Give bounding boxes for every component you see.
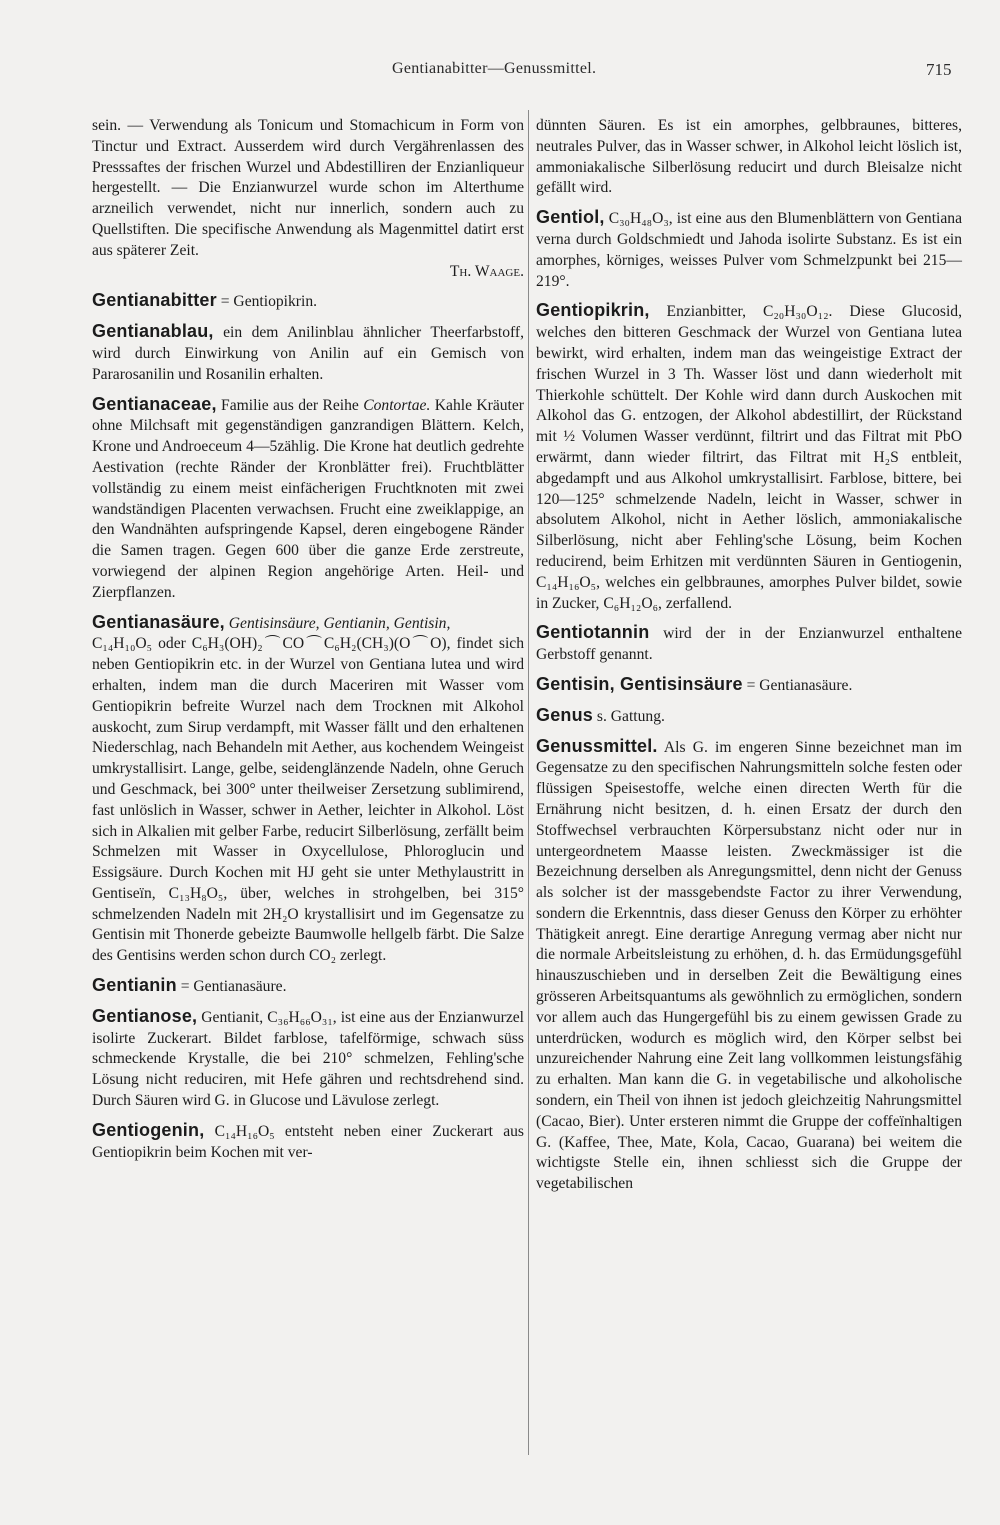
lemma-gentianabitter: Gentianabitter [92,290,217,311]
entry-gentianablau [92,321,524,385]
entry-gentiopikrin [536,300,962,614]
entry-text: s. Gattung. [596,707,665,725]
lemma-gentianin: Gentianin [92,975,177,996]
lemma-gentiol: Gentiol, [536,207,605,228]
entry-gentianin [92,975,524,998]
lemma-gentiogenin: Gentiogenin, [92,1119,205,1140]
entry-text: wird der in der Enzianwurzel enthaltene Gerbstoff genannt. [536,625,962,664]
entry-gentiol [536,207,962,292]
lemma-gentianablau: Gentianablau, [92,321,214,342]
entry-text: Kahle Kräuter ohne Milchsaft mit gegenständigen ganzrandigen Blättern. Kelch, Krone und Androeceum 4—5zählig. Die Krone hat deutlich gedrehte Aestivation (rechte Ränder der Kronblätter frei). Fruchtblätter vollständig zu einem meist einfächerigen Fruchtknoten mit zwei wandständigen Placenten verwachsen. Frucht eine zweiklappige, an den Wandnähten aufspringende Kapsel, deren eingebogene Ränder die Samen tragen. Gegen 600 über die ganze Erde zerstreute, vorwiegend der alpinen Region angehörige Arten. Heil- und Zierpflanzen. [92,396,524,601]
entry-gentianose [92,1006,524,1112]
continuation-text: sein. — Verwendung als Tonicum und Stomachicum in Form von Tinctur und Extract. Ausserdem wird durch Vergährenlassen des Presssaftes der frischen Wurzel und Abdestilliren der Enzianliqueur hergestellt. — Die Enzianwurzel wurde schon im Alterthume arzneilich verwendet, nicht nur innerlich, sondern auch zu Quellstiften. Die specifische Anwendung als Magenmittel datirt erst aus späterer Zeit. [92,117,524,259]
lemma-genussmittel: Genussmittel. [536,735,658,756]
entry-gentianasaeure [92,612,524,968]
entry-text: = Gentianasäure. [746,676,853,694]
entry-gentiotannin [536,622,962,666]
entry-text: C₁₄H₁₆O₅ entsteht neben einer Zuckerart aus Gentiopikrin beim Kochen mit ver- [92,1122,524,1161]
column-divider [528,110,529,1455]
entry-text: C₃₀H₄₈O₃, ist eine aus den Blumenblättern von Gentiana verna durch Goldschmiedt und Jahoda isolirte Substanz. Es ist ein amorphes, körniges, weisses Pulver vom Schmelzpunkt bei 215—219°. [536,210,962,290]
lemma-gentiotannin: Gentiotannin [536,622,650,643]
entry-genussmittel [536,736,962,1196]
lemma-gentianose: Gentianose, [92,1005,198,1026]
running-head-title: Gentianabitter—Genussmittel. [392,60,597,77]
entry-genus [536,705,962,728]
right-column [536,116,962,1203]
lemma-gentianaceae: Gentianaceae, [92,393,217,414]
entry-text: = Gentianasäure. [180,978,287,996]
left-column [92,116,524,1171]
entry-synonyms: Gentisinsäure, Gentianin, Gentisin, [228,614,451,632]
entry-gentisin [536,674,962,697]
entry-gentianabitter [92,290,524,313]
continuation-text: dünnten Säuren. Es ist ein amorphes, gelbbraunes, bitteres, neutrales Pulver, das in Wasser schwer, in Alkohol leicht löslich ist, ammoniakalische Silberlösung reducirt und durch Bleisalze nicht gefällt wird. [536,117,962,197]
entry-text: Gentianit, C₃₆H₆₆O₃₁, ist eine aus der Enzianwurzel isolirte Zuckerart. Bildet farblose, tafelförmige, schwach süss schmeckende Krystalle, die bei 210° schmelzen, Fehling'sche Lösung nicht reduciren, mit Hefe gähren und rechtsdrehend sind. Durch Säuren wird G. in Glucose und Lävulose zerlegt. [92,1008,524,1110]
entry-gentiogenin [92,1120,524,1164]
entry-continuation-right [536,116,962,199]
entry-text: Familie aus der Reihe [221,396,359,414]
lemma-genus: Genus [536,704,594,725]
entry-italic: Contortae. [363,396,431,414]
page-number: 715 [926,60,952,79]
lemma-gentiopikrin: Gentiopikrin, [536,300,650,321]
entry-text: Enzianbitter, C₂₀H₃₀O₁₂. Diese Glucosid, welches den bitteren Geschmack der Wurzel von Gentiana lutea bewirkt, wird erhalten, indem man das weingeistige Extract der frischen Wurzel in 3 Th. Wasser löst und dann wiederholt mit Thierkohle schüttelt. Der Kohle wird dann durch Auskochen mit Alkohol das G. entzogen, der Alkohol abdestillirt, der Rückstand mit ½ Volumen Wasser verdünnt, filtrirt und das Filtrat mit PbO erwärmt, dann wieder filtrirt, das Filtrat mit H₂S entbleit, abgedampft und aus Alkohol umkrystallisirt. Farblose, bittere, bei 120—125° schmelzende Nadeln, leicht in Wasser, schwer in absolutem Alkohol, nicht in Aether löslich, ammoniakalische Silberlösung, nicht aber Fehling'sche Lösung, beim Kochen reducirend, beim Erhitzen mit verdünnten Säuren in Gentiogenin, C₁₄H₁₆O₅, welches ein gelbbraunes, amorphes Pulver bildet, sowie in Zucker, C₆H₁₂O₆, zerfallend. [536,303,962,612]
entry-text: = Gentiopikrin. [220,293,318,311]
entry-gentianaceae [92,394,524,604]
lemma-gentisin: Gentisin, Gentisinsäure [536,673,743,694]
entry-text: findet sich neben Gentiopikrin etc. in der Wurzel von Gentiana lutea und wird erhalten, indem man die durch Maceriren mit Wasser vom Gentiopikrin befreite Wurzel nach dem Trocknen mit Alkohol auskocht, zum Sirup verdampft, mit Wasser fällt und den erhaltenen Niederschlag, nach Behandeln mit Aether, aus kochendem Weingeist umkrystallisirt. Lange, gelbe, seidenglänzende Nadeln, ohne Geruch und Geschmack, bei 300° unter theilweiser Zersetzung sublimirend, fast unlöslich in Wasser, schwer in Aether, leichter in Alkohol. Löst sich in Alkalien mit gelber Farbe, reducirt Silberlösung, zerfällt beim Schmelzen mit Wasser in Oxycellulose, Phloroglucin und Essigsäure. Durch Kochen mit HJ geht sie unter Methylaustritt in Gentiseïn, C₁₃H₈O₅, über, welches in strohgelben, bei 315° schmelzenden Nadeln mit 2H₂O krystallisirt und im Gegensatze zu Gentisin mit Thonerde gebeizte Baumwolle hellgelb färbt. Die Salze des Gentisins werden schon durch CO₂ zerlegt. [92,635,524,965]
entry-text: ein dem Anilinblau ähnlicher Theerfarbstoff, wird durch Einwirkung von Anilin auf ein Gemisch von Pararosanilin und Rosanilin erhalten. [92,324,524,383]
entry-text: Als G. im engeren Sinne bezeichnet man im Gegensatze zu den specifischen Nahrungsmitteln solche festen oder flüssigen Speisestoffe, welche einen directen Werth für die Ernährung nicht besitzen, d. h. einen Ersatz der durch den Stoffwechsel verbrauchten Körpersubstanz nicht oder nur in untergeordnetem Maasse leisten. Zweckmässiger ist die Bezeichnung derselben als Anregungsmittel, denn nicht der Genuss als solcher ist der massgebendste Factor zu ihrer Verwendung, sondern die Erkenntnis, dass dieser Genuss den Körper zu erhöhter Thätigkeit anregt. Eine derartige Anregung vermag aber nicht nur die normale Arbeitsleistung zu erhöhen, d. h. das Ermüdungsgefühl hinauszuschieben und in derselben Zeit die Bewältigung eines grösseren Arbeitsquantums als gewöhnlich zu ermöglichen, sondern vor allem auch das Hungergefühl bis zu einem gewissen Grade zu unterdrücken, wodurch es möglich wird, den Körper selbst bei unzureichender Nahrung eine Zeit lang vollkommen leistungsfähig zu erhalten. Man kann die G. in vegetabilische und alkoholische sondern, ein Theil von ihnen ist jedoch gleichzeitig Nahrungsmittel (Cacao, Bier). Unter ersteren nimmt die Gruppe der coffeïnhaltigen G. (Kaffee, Thee, Mate, Kola, Cacao, Guarana) bei weitem die wichtigste Stelle ein, ihnen schliesst sich die Gruppe der vegetabilischen [536,738,962,1193]
author-signature: Th. Waage. [449,262,524,280]
running-head [0,60,1000,90]
lemma-gentianasaeure: Gentianasäure, [92,611,225,632]
chemical-formula: C₁₄H₁₀O₅ oder C₆H₃(OH)₂⌒CO⌒C₆H₂(CH₃)(O⌒O), [92,635,451,653]
entry-continuation [92,116,524,282]
